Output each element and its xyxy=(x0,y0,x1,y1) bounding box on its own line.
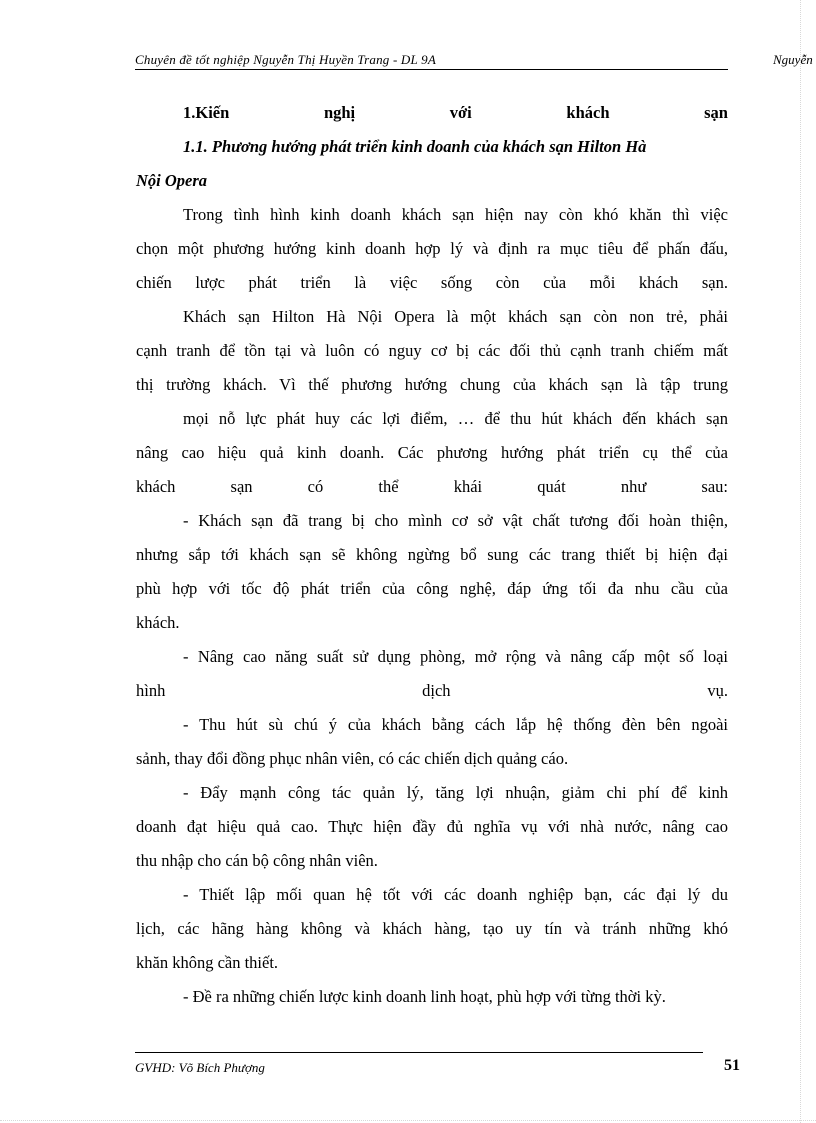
bullet-line: - Đề ra những chiến lược kinh doanh linh hoạt, phù hợp với từng thời kỳ. xyxy=(183,987,666,1006)
document-body xyxy=(136,96,728,1014)
heading-word: nghị xyxy=(323,103,356,122)
bullet-line: khăn không cần thiết. xyxy=(136,953,279,972)
bullet-line: lịch, các hãng hàng không và khách hàng, tạo uy tín và tránh những khó xyxy=(136,919,728,938)
heading-word: 1.Kiến xyxy=(183,103,230,122)
bullet-line: - Nâng cao năng suất sử dụng phòng, mở rộng và nâng cấp một số loại xyxy=(183,647,728,666)
page-footer: GVHD: Võ Bích Phượng xyxy=(135,1060,265,1075)
heading-word: sạn xyxy=(704,103,728,122)
heading-word: với xyxy=(449,103,472,122)
paragraph-line: chọn một phương hướng kinh doanh hợp lý và định ra mục tiêu để phấn đấu, xyxy=(136,239,728,258)
paragraph-line: mọi nỗ lực phát huy các lợi điểm, … để thu hút khách đến khách sạn xyxy=(183,409,728,428)
footer-rule xyxy=(135,1052,703,1053)
bullet-line: hình dịch vụ. xyxy=(136,681,728,700)
bullet-line: khách. xyxy=(136,613,180,632)
bullet-line: - Thu hút sù chú ý của khách bằng cách lắp hệ thống đèn bên ngoài xyxy=(183,715,728,734)
heading-1-1-cont: Nội Opera xyxy=(136,171,208,190)
page-number: 51 xyxy=(724,1057,740,1074)
paragraph-line: thị trường khách. Vì thế phương hướng chung của khách sạn là tập trung xyxy=(136,375,728,394)
page-margin-guide xyxy=(800,0,802,1123)
header-rule xyxy=(135,69,728,70)
bullet-line: - Khách sạn đã trang bị cho mình cơ sở vật chất tương đối hoàn thiện, xyxy=(183,511,728,530)
paragraph-line: chiến lược phát triển là việc sống còn của mỗi khách sạn. xyxy=(136,273,728,292)
paragraph-line: Trong tình hình kinh doanh khách sạn hiện nay còn khó khăn thì việc xyxy=(183,205,728,224)
page-header-overflow: Nguyễn xyxy=(773,52,813,67)
bullet-line: nhưng sắp tới khách sạn sẽ không ngừng bổ sung các trang thiết bị hiện đại xyxy=(136,545,728,564)
heading-word: khách xyxy=(566,103,610,122)
page-header: Chuyên đề tốt nghiệp Nguyễn Thị Huyền Trang - DL 9A xyxy=(135,52,436,67)
paragraph-line: cạnh tranh để tồn tại và luôn có nguy cơ bị các đối thủ cạnh tranh chiếm mất xyxy=(136,341,728,360)
bullet-line: sảnh, thay đổi đồng phục nhân viên, có các chiến dịch quảng cáo. xyxy=(136,749,569,768)
paragraph-line: nâng cao hiệu quả kinh doanh. Các phương hướng phát triển cụ thể của xyxy=(136,443,728,462)
paragraph-line: khách sạn có thể khái quát như sau: xyxy=(136,477,728,496)
bullet-line: thu nhập cho cán bộ công nhân viên. xyxy=(136,851,378,870)
bullet-line: - Thiết lập mối quan hệ tốt với các doanh nghiệp bạn, các đại lý du xyxy=(183,885,728,904)
bullet-line: doanh đạt hiệu quả cao. Thực hiện đầy đủ nghĩa vụ với nhà nước, nâng cao xyxy=(136,817,728,836)
paragraph-line: Khách sạn Hilton Hà Nội Opera là một khách sạn còn non trẻ, phải xyxy=(183,307,728,326)
bullet-line: - Đẩy mạnh công tác quản lý, tăng lợi nhuận, giảm chi phí để kinh xyxy=(183,783,728,802)
heading-1 xyxy=(136,96,728,130)
bullet-line: phù hợp với tốc độ phát triển của công nghệ, đáp ứng tối đa nhu cầu của xyxy=(136,579,728,598)
heading-1-1: 1.1. Phương hướng phát triển kinh doanh của khách sạn Hilton Hà xyxy=(183,137,647,156)
page-bottom-guide xyxy=(0,1120,816,1121)
